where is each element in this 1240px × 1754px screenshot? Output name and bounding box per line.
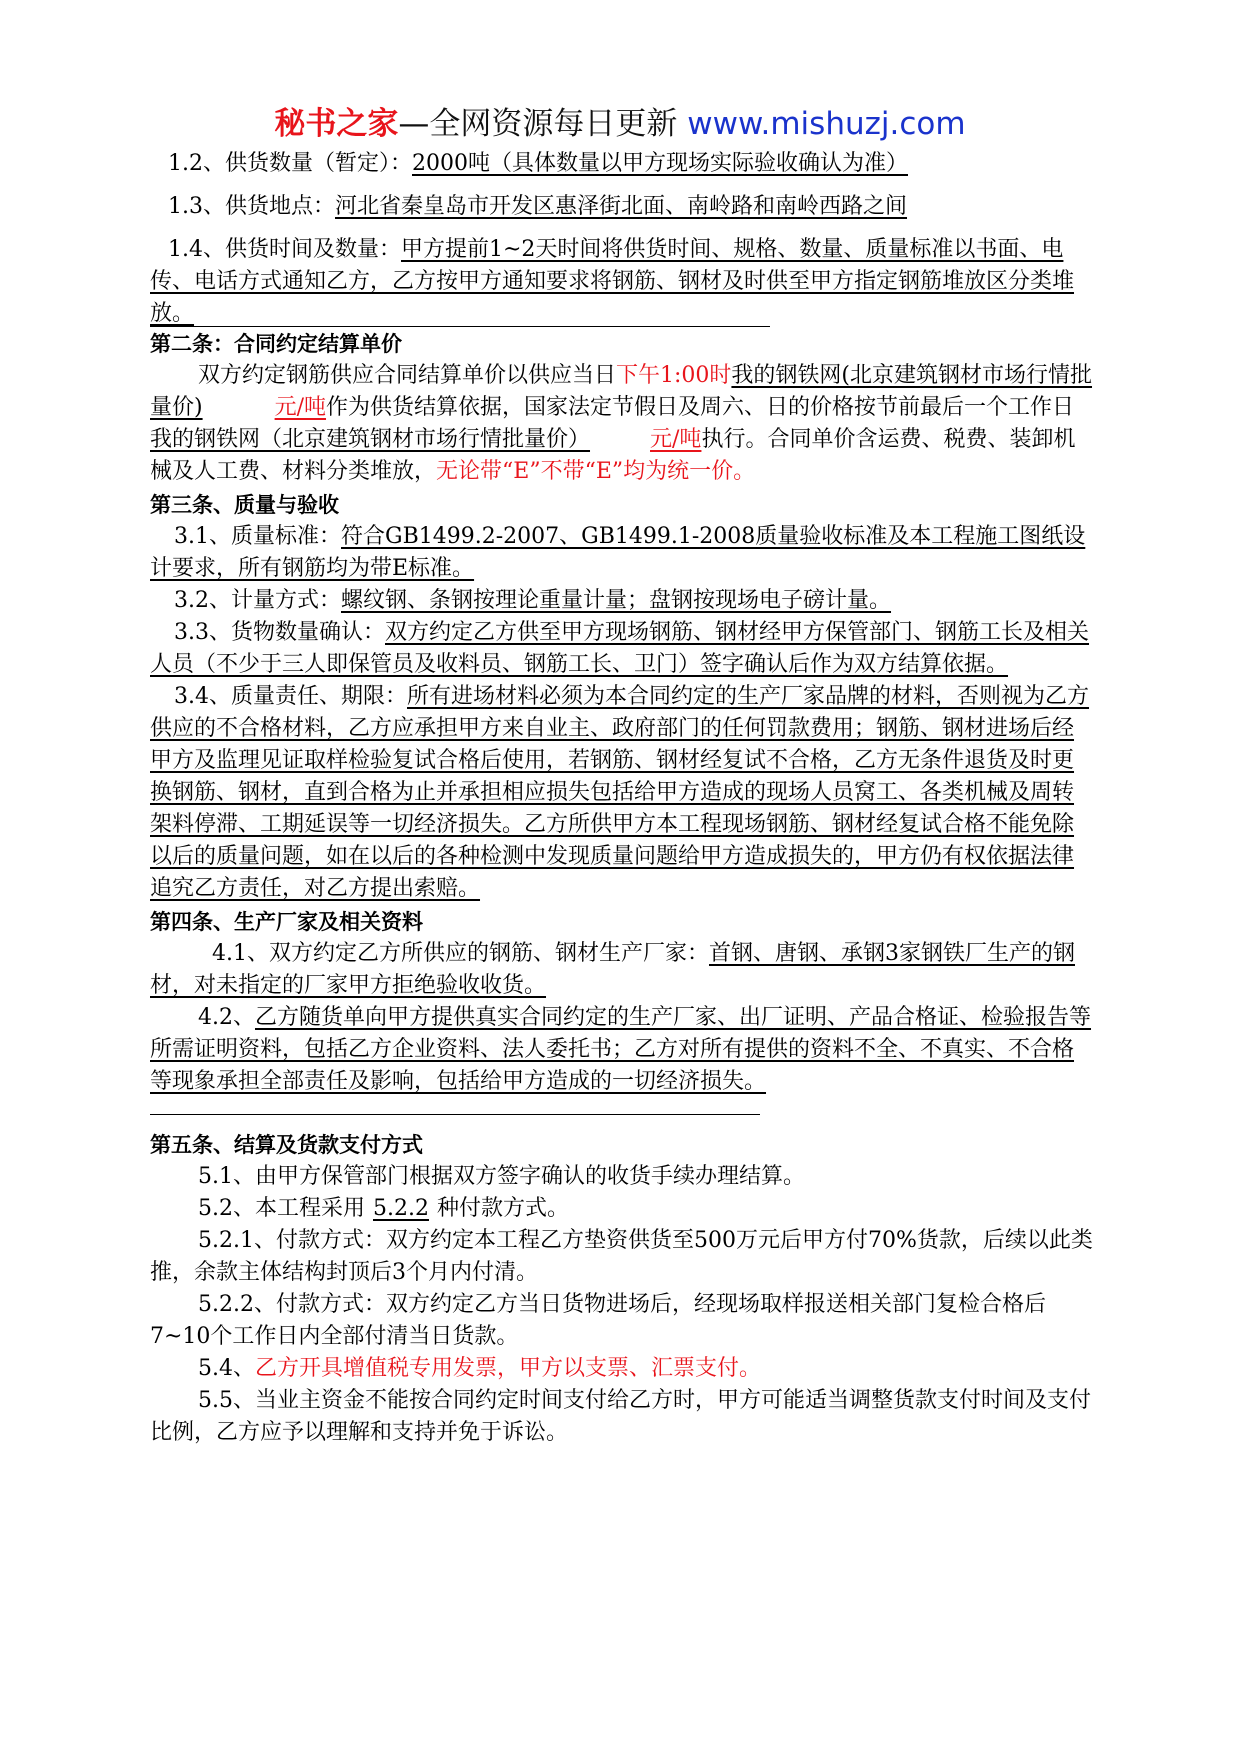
clause-label: 3.3、货物数量确认： bbox=[174, 620, 385, 645]
clause-5-2-1: 5.2.1、付款方式：双方约定本工程乙方垫资供货至500万元后甲方付70%货款，后续以此类推，余款主体结构封顶后3个月内付清。 bbox=[150, 1228, 1093, 1285]
clause-value: 2000吨（具体数量以甲方现场实际验收确认为准） bbox=[412, 151, 908, 176]
clause-5-4 bbox=[150, 1353, 1095, 1385]
article-5-heading: 第五条、结算及货款支付方式 bbox=[150, 1133, 423, 1157]
article-2-heading: 第二条：合同约定结算单价 bbox=[150, 332, 402, 356]
blank-fill-line bbox=[150, 1114, 760, 1115]
clause-label: 4.1、双方约定乙方所供应的钢筋、钢材生产厂家： bbox=[212, 941, 709, 966]
clause-value: 双方约定乙方供至甲方现场钢筋、钢材经甲方保管部门、钢筋工长及相关人员（不少于三人即保管员及收料员、钢筋工长、卫门）签字确认后作为双方结算依据。 bbox=[150, 620, 1090, 677]
clause-value: 符合GB1499.2-2007、GB1499.1-2008质量验收标准及本工程施工图纸设计要求，所有钢筋均为带E标准。 bbox=[150, 524, 1086, 581]
clause-value: 首钢、唐钢、承钢3家钢铁厂生产的钢材，对未指定的厂家甲方拒绝验收收货。 bbox=[150, 941, 1075, 998]
clause-value: 乙方随货单向甲方提供真实合同约定的生产厂家、出厂证明、产品合格证、检验报告等所需证明资料，包括乙方企业资料、法人委托书；乙方对所有提供的资料不全、不真实、不合格等现象承担全部责任及影响，包括给甲方造成的一切经济损失。 bbox=[150, 1005, 1092, 1094]
contract-body bbox=[150, 148, 1095, 1449]
clause-label: 1.2、供货数量（暂定）： bbox=[168, 151, 412, 176]
clause-label: 5.4、 bbox=[198, 1356, 255, 1381]
clause-5-5: 5.5、当业主资金不能按合同约定时间支付给乙方时，甲方可能适当调整货款支付时间及支付比例，乙方应予以理解和支持并免于诉讼。 bbox=[150, 1388, 1091, 1445]
clause-label: 1.4、供货时间及数量： bbox=[168, 237, 401, 262]
article-2-paragraph bbox=[150, 360, 1095, 488]
clause-5-2-2: 5.2.2、付款方式：双方约定乙方当日货物进场后，经现场取样报送相关部门复检合格后7~10个工作日内全部付清当日货款。 bbox=[150, 1292, 1046, 1349]
clause-3-3 bbox=[150, 617, 1095, 681]
clause-value: 螺纹钢、条钢按理论重量计量；盘钢按现场电子磅计量。 bbox=[341, 588, 892, 613]
clause-label: 3.1、质量标准： bbox=[174, 524, 341, 549]
clause-4-2 bbox=[150, 1002, 1095, 1098]
price-unit: 元/吨 bbox=[274, 395, 327, 420]
clause-label: 3.4、质量责任、期限： bbox=[174, 684, 407, 709]
text-run: 作为供货结算依据，国家法定节假日及周六、日的价格按节前最后一个工作日 bbox=[326, 395, 1075, 420]
clause-3-2 bbox=[150, 585, 1095, 617]
clause-value: 甲方提前1~2天时间将供货时间、规格、数量、质量标准以书面、电传、电话方式通知乙方，乙方按甲方通知要求将钢筋、钢材及时供至甲方指定钢筋堆放区分类堆放。 bbox=[150, 237, 1075, 326]
text-run: 。 bbox=[733, 459, 756, 484]
text-run: 5.2、本工程采用 bbox=[198, 1196, 365, 1221]
article-3-heading: 第三条、质量与验收 bbox=[150, 493, 339, 517]
banner-slogan: —全网资源每日更新 bbox=[398, 106, 678, 142]
site-banner bbox=[0, 98, 1240, 143]
clause-label: 3.2、计量方式： bbox=[174, 588, 341, 613]
price-unit: 元/吨 bbox=[650, 427, 702, 452]
unified-price-note: 无论带“E”不带“E”均为统一价 bbox=[436, 459, 734, 484]
text-run: 执行。合同单价含运费、税费、装卸机械及人工费、材料分类堆放， bbox=[150, 427, 1076, 484]
clause-5-1: 5.1、由甲方保管部门根据双方签字确认的收货手续办理结算。 bbox=[198, 1164, 805, 1189]
blank-fill-line bbox=[150, 326, 770, 327]
text-run: 双方约定钢筋供应合同结算单价以供应当日 bbox=[198, 363, 617, 388]
text-run: 种付款方式。 bbox=[436, 1196, 569, 1221]
clause-3-1 bbox=[150, 521, 1095, 585]
invoice-note: 乙方开具增值税专用发票，甲方以支票、汇票支付。 bbox=[255, 1356, 762, 1381]
clause-5-2 bbox=[150, 1193, 1095, 1225]
price-source: 我的钢铁网(北京建筑钢材市场行情批量价) bbox=[150, 363, 1093, 420]
settlement-time: 下午1:00时 bbox=[616, 363, 732, 388]
clause-3-4 bbox=[150, 681, 1095, 905]
clause-value: 河北省秦皇岛市开发区惠泽街北面、南岭路和南岭西路之间 bbox=[335, 194, 908, 219]
clause-4-1 bbox=[150, 938, 1095, 1002]
article-4-heading: 第四条、生产厂家及相关资料 bbox=[150, 910, 423, 934]
banner-brand: 秘书之家 bbox=[274, 106, 399, 142]
clause-label: 1.3、供货地点： bbox=[168, 194, 335, 219]
banner-url[interactable]: www.mishuzj.com bbox=[687, 106, 966, 142]
price-source: 我的钢铁网（北京建筑钢材市场行情批量价） bbox=[150, 427, 591, 452]
clause-label: 4.2、 bbox=[198, 1005, 255, 1030]
clause-1-2 bbox=[150, 148, 1095, 180]
clause-value: 所有进场材料必须为本合同约定的生产厂家品牌的材料，否则视为乙方供应的不合格材料，乙方应承担甲方来自业主、政府部门的任何罚款费用；钢筋、钢材进场后经甲方及监理见证取样检验复试合格后使用，若钢筋、钢材经复试不合格，乙方无条件退货及时更换钢筋、钢材，直到合格为止并承担相应损失包括给甲方造成的现场人员窝工、各类机械及周转架料停滞、工期延误等一切经济损失。乙方所供甲方本工程现场钢筋、钢材经复试合格不能免除以后的质量问题，如在以后的各种检测中发现质量问题给甲方造成损失的，甲方仍有权依据法律追究乙方责任，对乙方提出索赔。 bbox=[150, 684, 1090, 901]
clause-1-4 bbox=[150, 234, 1095, 330]
clause-1-3 bbox=[150, 191, 1095, 223]
payment-method-choice: 5.2.2 bbox=[373, 1196, 429, 1221]
